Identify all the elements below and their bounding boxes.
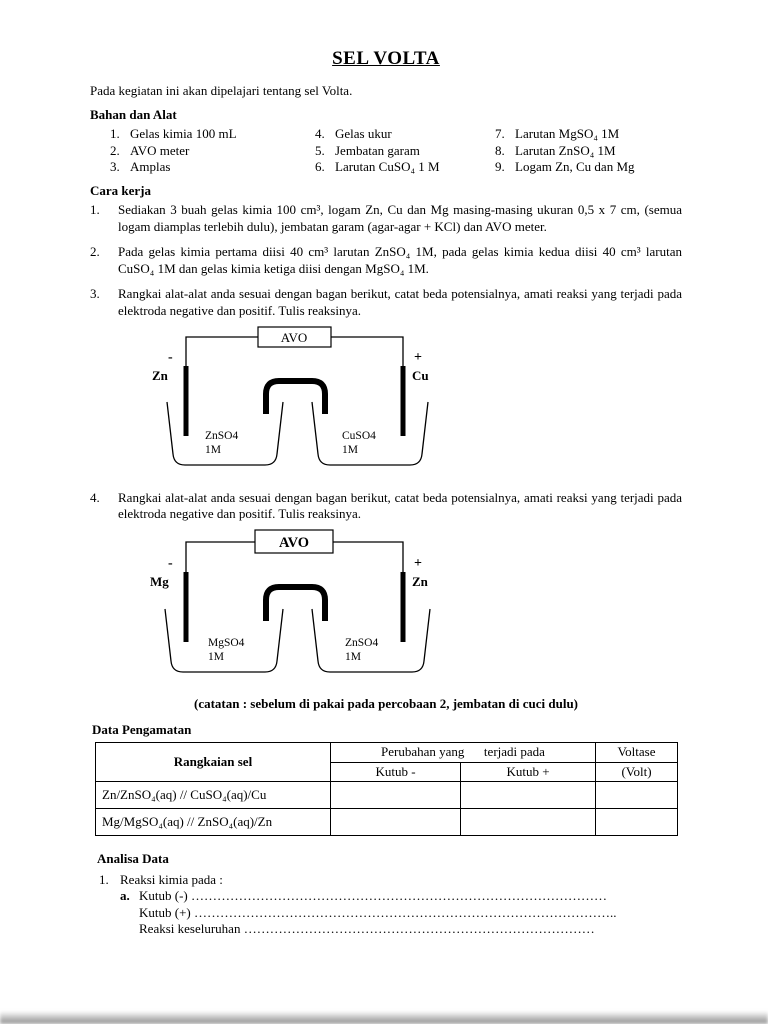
material-label: Larutan ZnSO₄ 1M	[515, 142, 616, 158]
analysis-section	[90, 851, 682, 938]
procedure-step-1	[90, 202, 682, 235]
observation-heading: Data Pengamatan	[92, 721, 192, 737]
voltaic-cell-diagram-1-wrap	[150, 324, 682, 481]
material-number: 4.	[315, 126, 325, 141]
materials-column-1	[110, 126, 315, 176]
step-number: 3.	[90, 286, 100, 301]
material-number: 8.	[495, 142, 505, 158]
right-wire	[331, 337, 403, 368]
materials-column-2	[315, 126, 495, 176]
observation-table	[95, 742, 678, 836]
analysis-sub-marker: a.	[120, 888, 130, 903]
cell-kutub-negative	[331, 809, 461, 836]
voltaic-cell-diagram-2	[150, 528, 442, 683]
material-item	[110, 159, 315, 176]
material-label: Jembatan garam	[335, 142, 420, 158]
negative-sign: -	[168, 350, 173, 365]
material-label: Gelas kimia 100 mL	[130, 126, 237, 141]
page-title: SEL VOLTA	[332, 48, 440, 69]
header-kutub-negative: Kutub -	[331, 762, 461, 782]
procedure-step-3	[90, 286, 682, 319]
materials-list	[90, 126, 682, 176]
step-text: Rangkai alat-alat anda sesuai dengan bagan berikut, catat beda potensialnya, amati reaksi yang terjadi pada elektroda negative dan positif. Tulis reaksinya.	[118, 489, 682, 521]
salt-bridge	[266, 381, 325, 414]
cell-voltase	[596, 809, 678, 836]
table-row-zn-cu	[96, 782, 678, 809]
step-number: 2.	[90, 244, 100, 259]
avo-meter-label: AVO	[280, 330, 308, 345]
material-label: AVO meter	[130, 142, 190, 158]
intro-paragraph: Pada kegiatan ini akan dipelajari tentang sel Volta.	[90, 83, 353, 98]
cell-kutub-positive	[461, 782, 596, 809]
voltaic-cell-diagram-2-wrap	[150, 528, 682, 688]
materials-column-3	[495, 126, 635, 176]
material-label: Gelas ukur	[335, 126, 392, 141]
material-item	[495, 159, 635, 176]
material-label: Amplas	[130, 159, 171, 174]
material-item	[315, 126, 495, 143]
right-wire	[333, 542, 403, 574]
analysis-item-text: Reaksi kimia pada :	[120, 871, 223, 887]
analysis-line-kutub-negative	[120, 888, 682, 905]
materials-heading: Bahan dan Alat	[90, 106, 177, 122]
right-solution-concentration: 1M	[342, 444, 358, 456]
page-bottom-shadow	[0, 1011, 768, 1024]
analysis-line-kutub-positive: Kutub (+) ……………………………………………………………………………………..	[139, 904, 617, 920]
right-solution-label: ZnSO4	[345, 636, 379, 649]
step-text: Pada gelas kimia pertama diisi 40 cm³ larutan ZnSO₄ 1M, pada gelas kimia kedua diisi 40 cm³ larutan CuSO₄ 1M dan gelas kimia ketiga diisi dengan MgSO₄ 1M.	[118, 244, 682, 276]
material-number: 1.	[110, 126, 120, 141]
cell-voltase	[596, 782, 678, 809]
material-label: Larutan CuSO₄ 1 M	[335, 159, 440, 174]
positive-sign: +	[414, 350, 422, 365]
left-electrode-label: Zn	[152, 368, 168, 383]
cell-rangkaian: Mg/MgSO₄(aq) // ZnSO₄(aq)/Zn	[96, 809, 331, 836]
header-voltase: Voltase	[596, 743, 678, 763]
procedure-step-4	[90, 490, 682, 523]
material-number: 2.	[110, 142, 120, 158]
cell-rangkaian: Zn/ZnSO₄(aq) // CuSO₄(aq)/Cu	[96, 782, 331, 809]
material-number: 3.	[110, 159, 120, 174]
left-solution-label: ZnSO4	[205, 430, 239, 442]
material-item	[315, 159, 495, 176]
left-solution-label: MgSO4	[208, 636, 245, 649]
analysis-heading: Analisa Data	[97, 851, 169, 866]
material-number: 7.	[495, 126, 505, 141]
negative-sign: -	[168, 555, 173, 571]
voltaic-cell-diagram-1	[150, 324, 442, 476]
header-kutub-positive: Kutub +	[461, 762, 596, 782]
material-item	[495, 143, 635, 160]
material-number: 9.	[495, 159, 505, 174]
header-perubahan: Perubahan yang terjadi pada	[331, 743, 596, 763]
step-number: 4.	[90, 489, 100, 505]
note-line: (catatan : sebelum di pakai pada percobaan 2, jembatan di cuci dulu)	[193, 696, 579, 711]
material-item	[315, 143, 495, 160]
left-wire	[186, 542, 255, 574]
material-number: 6.	[315, 159, 325, 174]
dotted-fill-line: Kutub (-) ……………………………………………………………………………………	[139, 888, 607, 903]
left-wire	[186, 337, 258, 368]
cell-kutub-negative	[331, 782, 461, 809]
material-label: Logam Zn, Cu dan Mg	[515, 159, 635, 174]
left-solution-concentration: 1M	[208, 650, 224, 663]
procedure-step-2	[90, 244, 682, 277]
right-solution-concentration: 1M	[345, 650, 361, 663]
avo-meter-label: AVO	[278, 534, 310, 551]
header-volt-unit: (Volt)	[596, 762, 678, 782]
positive-sign: +	[414, 555, 422, 571]
right-electrode-label: Zn	[412, 573, 428, 589]
salt-bridge	[266, 587, 325, 621]
table-header-row-1	[96, 743, 678, 763]
material-item	[110, 126, 315, 143]
analysis-item-1	[99, 872, 682, 889]
step-text: Rangkai alat-alat anda sesuai dengan bagan berikut, catat beda potensialnya, amati reaksi yang terjadi pada elektroda negative dan positif. Tulis reaksinya.	[118, 286, 682, 318]
table-row-mg-zn	[96, 809, 678, 836]
material-number: 5.	[315, 142, 325, 158]
analysis-item-number: 1.	[99, 871, 109, 887]
procedure-heading: Cara kerja	[90, 182, 152, 198]
material-item	[495, 126, 635, 143]
analysis-line-reaksi-keseluruhan: Reaksi keseluruhan ………………………………………………………………………	[139, 921, 595, 936]
material-item	[110, 143, 315, 160]
step-number: 1.	[90, 202, 100, 217]
left-electrode-label: Mg	[150, 573, 169, 589]
material-label: Larutan MgSO₄ 1M	[515, 126, 620, 141]
cell-kutub-positive	[461, 809, 596, 836]
step-text: Sediakan 3 buah gelas kimia 100 cm³, logam Zn, Cu dan Mg masing-masing ukuran 0,5 x 7 cm, (semua logam diamplas terlebih dulu), jembatan garam (agar-agar + KCl) dan AVO meter.	[118, 202, 682, 234]
right-electrode-label: Cu	[412, 368, 429, 383]
right-solution-label: CuSO4	[342, 430, 376, 442]
left-solution-concentration: 1M	[205, 444, 221, 456]
header-rangkaian-sel: Rangkaian sel	[96, 743, 331, 782]
